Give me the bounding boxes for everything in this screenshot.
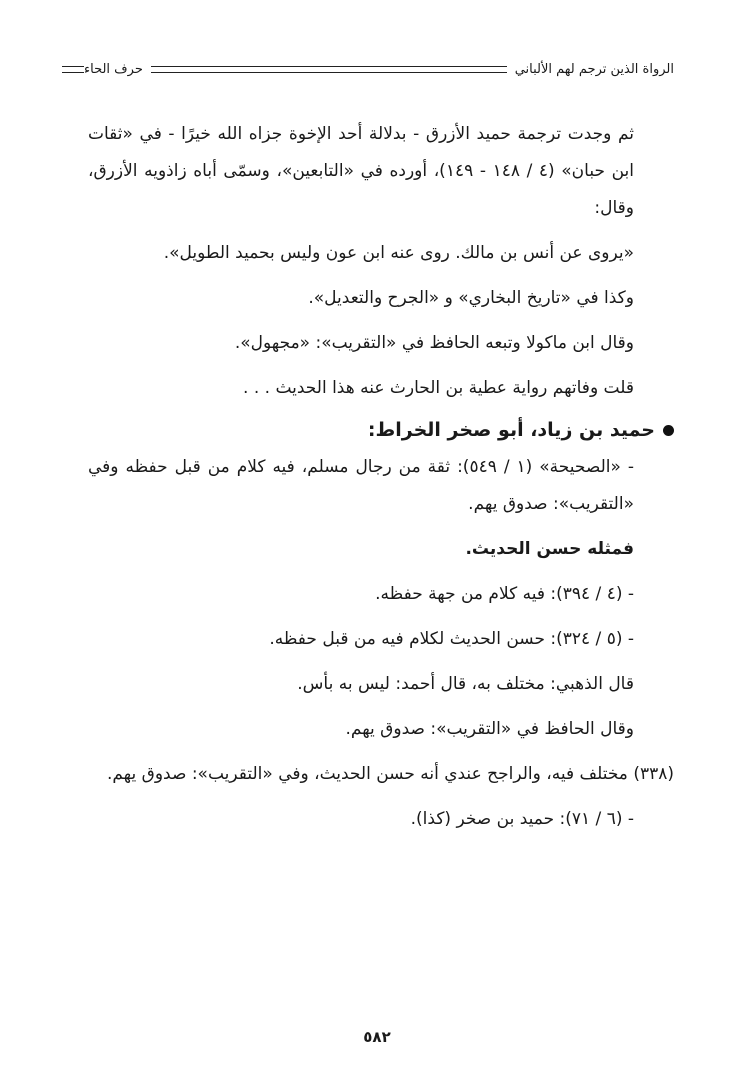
bullet-icon <box>663 425 674 436</box>
running-header <box>58 58 674 80</box>
page-number: ٥٨٢ <box>363 1028 391 1046</box>
quote-ibn-hibban: «يروى عن أنس بن مالك. روى عنه ابن عون وليس بحميد الطويل». <box>163 243 634 263</box>
header-double-rule <box>151 66 507 73</box>
paragraph-bukhari: وكذا في «تاريخ البخاري» و «الجرح والتعديل». <box>308 288 634 308</box>
running-header-book-title: الرواة الذين ترجم لهم الألباني <box>514 61 674 77</box>
sub-heading-verdict: فمثله حسن الحديث. <box>465 539 634 559</box>
paragraph-author-note: قلت وفاتهم رواية عطية بن الحارث عنه هذا الحديث . . . <box>243 378 634 398</box>
paragraph-ibn-makula: وقال ابن ماكولا وتبعه الحافظ في «التقريب»: «مجهول». <box>234 333 634 353</box>
entry-title: حميد بن زياد، أبو صخر الخراط: <box>367 419 655 441</box>
entry-heading <box>88 411 674 449</box>
paragraph-ref-6-71: - (٦ / ٧١): حميد بن صخر (كذا). <box>410 809 634 829</box>
paragraph-taqrib: وقال الحافظ في «التقريب»: صدوق يهم. <box>345 719 634 739</box>
paragraph-dhahabi: قال الذهبي: مختلف به، قال أحمد: ليس به بأس. <box>297 674 634 694</box>
page-body <box>88 116 674 838</box>
paragraph-ref-4-394: - (٤ / ٣٩٤): فيه كلام من جهة حفظه. <box>375 584 634 604</box>
header-short-double-rule <box>62 66 84 73</box>
paragraph-ref-338: (٣٣٨) مختلف فيه، والراجح عندي أنه حسن الحديث، وفي «التقريب»: صدوق يهم. <box>106 764 674 784</box>
paragraph-hamid-azraq: ثم وجدت ترجمة حميد الأزرق - بدلالة أحد الإخوة جزاه الله خيرًا - في «ثقات ابن حبان» (٤ / ١٤٨ - ١٤٩)، أورده في «التابعين»، وسمّى أباه زاذويه الأزرق، وقال: <box>88 124 634 218</box>
paragraph-sahiha-reference: - «الصحيحة» (١ / ٥٤٩): ثقة من رجال مسلم، فيه كلام من قبل حفظه وفي «التقريب»: صدوق يهم. <box>88 457 635 514</box>
running-header-section: حرف الحاء <box>84 61 143 77</box>
paragraph-ref-5-324: - (٥ / ٣٢٤): حسن الحديث لكلام فيه من قبل حفظه. <box>269 629 634 649</box>
